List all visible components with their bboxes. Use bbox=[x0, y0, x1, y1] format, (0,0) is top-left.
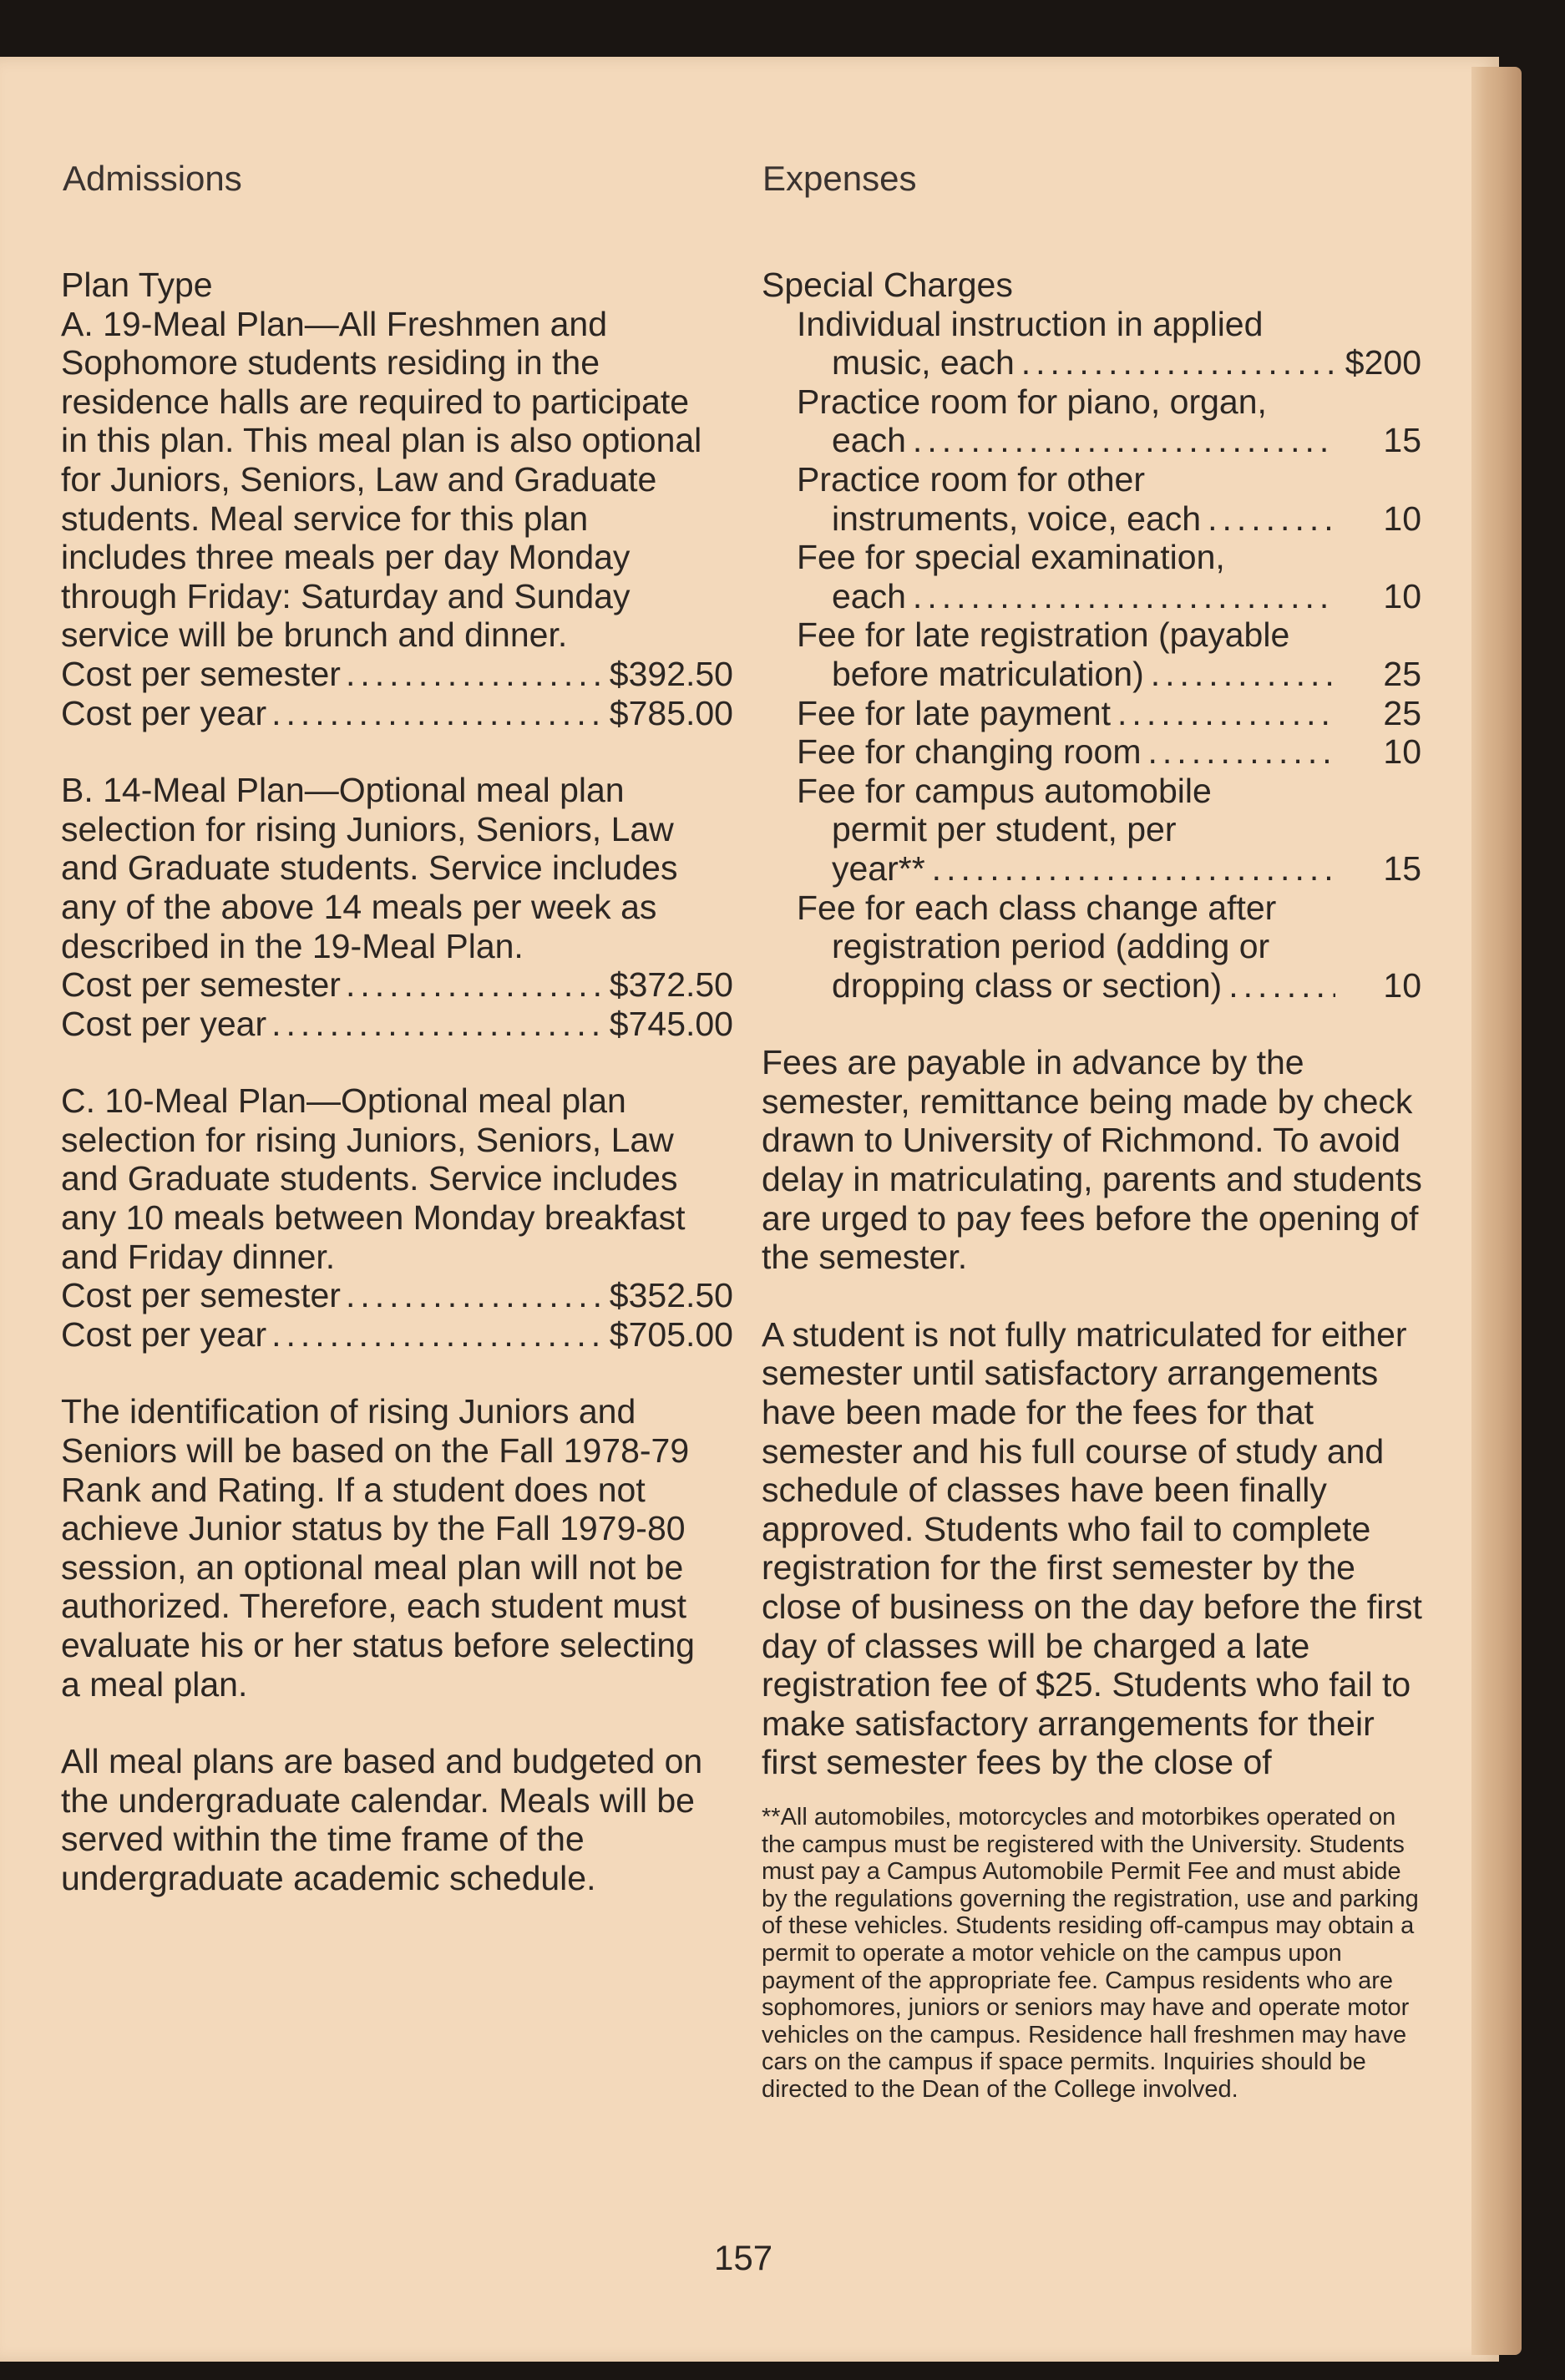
charge-description: each bbox=[832, 421, 906, 460]
plan-type-heading: Plan Type bbox=[61, 266, 213, 304]
page-edge bbox=[1471, 67, 1522, 2355]
plan-a-cost-semester bbox=[61, 655, 733, 694]
matriculation-paragraph: A student is not fully matriculated for either semester until satisfactory arrangements have been made for the fees for that semester and his full course of study and schedule of classes have been finally approved. Students who fail to complete registration for the first semester by the close of business on the day before the first day of classes will be charged a late registration fee of $25. Students who fail to make satisfactory arrangements for their first semester fees by the close of bbox=[762, 1314, 1422, 1782]
charge-amount: 10 bbox=[1383, 965, 1421, 1005]
running-head-right: Expenses bbox=[762, 159, 917, 198]
charge-description: before matriculation) bbox=[832, 654, 1144, 693]
cost-label: Cost per year bbox=[61, 1314, 267, 1354]
plan-b-text: B. 14-Meal Plan—Optional meal plan selection for rising Juniors, Seniors, Law and Graduate students. Service includes any of the above 14 meals per week as described in the 19-Meal Plan. bbox=[61, 771, 678, 965]
charge-item bbox=[797, 382, 1421, 460]
page-number: 157 bbox=[714, 2238, 773, 2277]
plan-c-cost-year bbox=[61, 1315, 733, 1355]
fees-payable-paragraph: Fees are payable in advance by the semester, remittance being made by check drawn to University of Richmond. To avoid delay in matriculating, parents and students are urged to pay fees before the opening of the semester. bbox=[762, 1043, 1422, 1277]
charge-item bbox=[797, 538, 1421, 615]
plan-b-cost-semester bbox=[61, 965, 733, 1005]
charge-item bbox=[797, 615, 1421, 693]
cost-label: Cost per year bbox=[61, 1004, 267, 1043]
cost-amount: $785.00 bbox=[609, 693, 733, 732]
charge-description: Individual instruction in applied bbox=[797, 304, 1264, 343]
charge-amount: 15 bbox=[1383, 848, 1421, 888]
charge-amount: $200 bbox=[1345, 343, 1421, 382]
charge-amount: 10 bbox=[1383, 499, 1421, 538]
charge-item bbox=[797, 694, 1421, 733]
charge-description: Fee for late payment bbox=[797, 693, 1112, 732]
cost-label: Cost per semester bbox=[61, 1276, 341, 1315]
right-column bbox=[762, 266, 1430, 2128]
charge-description: Fee for special examination, bbox=[797, 538, 1225, 577]
plan-b-cost-year bbox=[61, 1005, 733, 1044]
cost-label: Cost per semester bbox=[61, 965, 341, 1005]
automobile-footnote: **All automobiles, motorcycles and motorbikes operated on the campus must be registered with the University. Students must pay a Campus Automobile Permit Fee and must abide by the regulations governing the registration, use and parking of these vehicles. Students residing off-campus may obtain a permit to operate a motor vehicle on the campus upon payment of the appropriate fee. Campus residents who are sophomores, juniors or seniors may have and operate motor vehicles on the campus. Residence hall freshmen may have cars on the campus if space permits. Inquiries should be directed to the Dean of the College involved. bbox=[762, 1803, 1419, 2103]
plan-a-cost-year bbox=[61, 694, 733, 733]
charge-amount: 25 bbox=[1383, 693, 1421, 732]
left-column bbox=[61, 266, 733, 1898]
special-charges-heading: Special Charges bbox=[762, 266, 1013, 304]
charge-description: year** bbox=[832, 848, 925, 888]
cost-amount: $705.00 bbox=[609, 1314, 733, 1354]
charge-amount: 10 bbox=[1383, 576, 1421, 615]
running-head-left: Admissions bbox=[63, 159, 242, 198]
cost-label: Cost per year bbox=[61, 693, 267, 732]
charge-description: Practice room for other bbox=[797, 459, 1145, 499]
charge-description: each bbox=[832, 576, 906, 615]
charge-description: Practice room for piano, organ, bbox=[797, 382, 1267, 421]
charge-description: Fee for changing room bbox=[797, 732, 1142, 772]
charge-description: Fee for late registration (payable bbox=[797, 615, 1290, 655]
cost-amount: $372.50 bbox=[609, 965, 733, 1005]
cost-amount: $745.00 bbox=[609, 1004, 733, 1043]
charge-description: instruments, voice, each bbox=[832, 499, 1202, 538]
charge-description: Fee for campus automobile bbox=[797, 771, 1212, 810]
plan-a-text: A. 19-Meal Plan—All Freshmen and Sophomore students residing in the residence halls are required to participate in this plan. This meal plan is also optional for Juniors, Seniors, Law and Graduate students. Meal service for this plan includes three meals per day Monday through Friday: Saturday and Sunday service will be brunch and dinner. bbox=[61, 304, 702, 655]
plan-c-text: C. 10-Meal Plan—Optional meal plan selection for rising Juniors, Seniors, Law and Graduate students. Service includes any 10 meals between Monday breakfast and Friday dinner. bbox=[61, 1081, 686, 1276]
charge-item bbox=[797, 772, 1421, 889]
charge-description: music, each bbox=[832, 343, 1015, 382]
charge-item bbox=[797, 460, 1421, 538]
charge-item bbox=[797, 305, 1421, 382]
charge-item bbox=[797, 889, 1421, 1005]
charge-item bbox=[797, 732, 1421, 772]
rising-juniors-paragraph: The identification of rising Juniors and Seniors will be based on the Fall 1978-79 Rank and Rating. If a student does not achieve Junior status by the Fall 1979-80 session, an optional meal plan will not be authorized. Therefore, each student must evaluate his or her status before selecting a meal plan. bbox=[61, 1392, 695, 1704]
plan-c-cost-semester bbox=[61, 1276, 733, 1315]
special-charges-list bbox=[797, 305, 1421, 1005]
charge-description: dropping class or section) bbox=[832, 965, 1223, 1005]
charge-description: permit per student, per bbox=[832, 810, 1177, 849]
charge-amount: 25 bbox=[1383, 654, 1421, 693]
charge-description: Fee for each class change after bbox=[797, 888, 1277, 927]
cost-amount: $352.50 bbox=[609, 1276, 733, 1315]
charge-description: registration period (adding or bbox=[832, 927, 1270, 966]
meal-budget-paragraph: All meal plans are based and budgeted on the undergraduate calendar. Meals will be served within the time frame of the undergraduate academic schedule. bbox=[61, 1742, 703, 1897]
charge-amount: 15 bbox=[1383, 421, 1421, 460]
cost-amount: $392.50 bbox=[609, 654, 733, 693]
charge-amount: 10 bbox=[1383, 732, 1421, 772]
cost-label: Cost per semester bbox=[61, 654, 341, 693]
